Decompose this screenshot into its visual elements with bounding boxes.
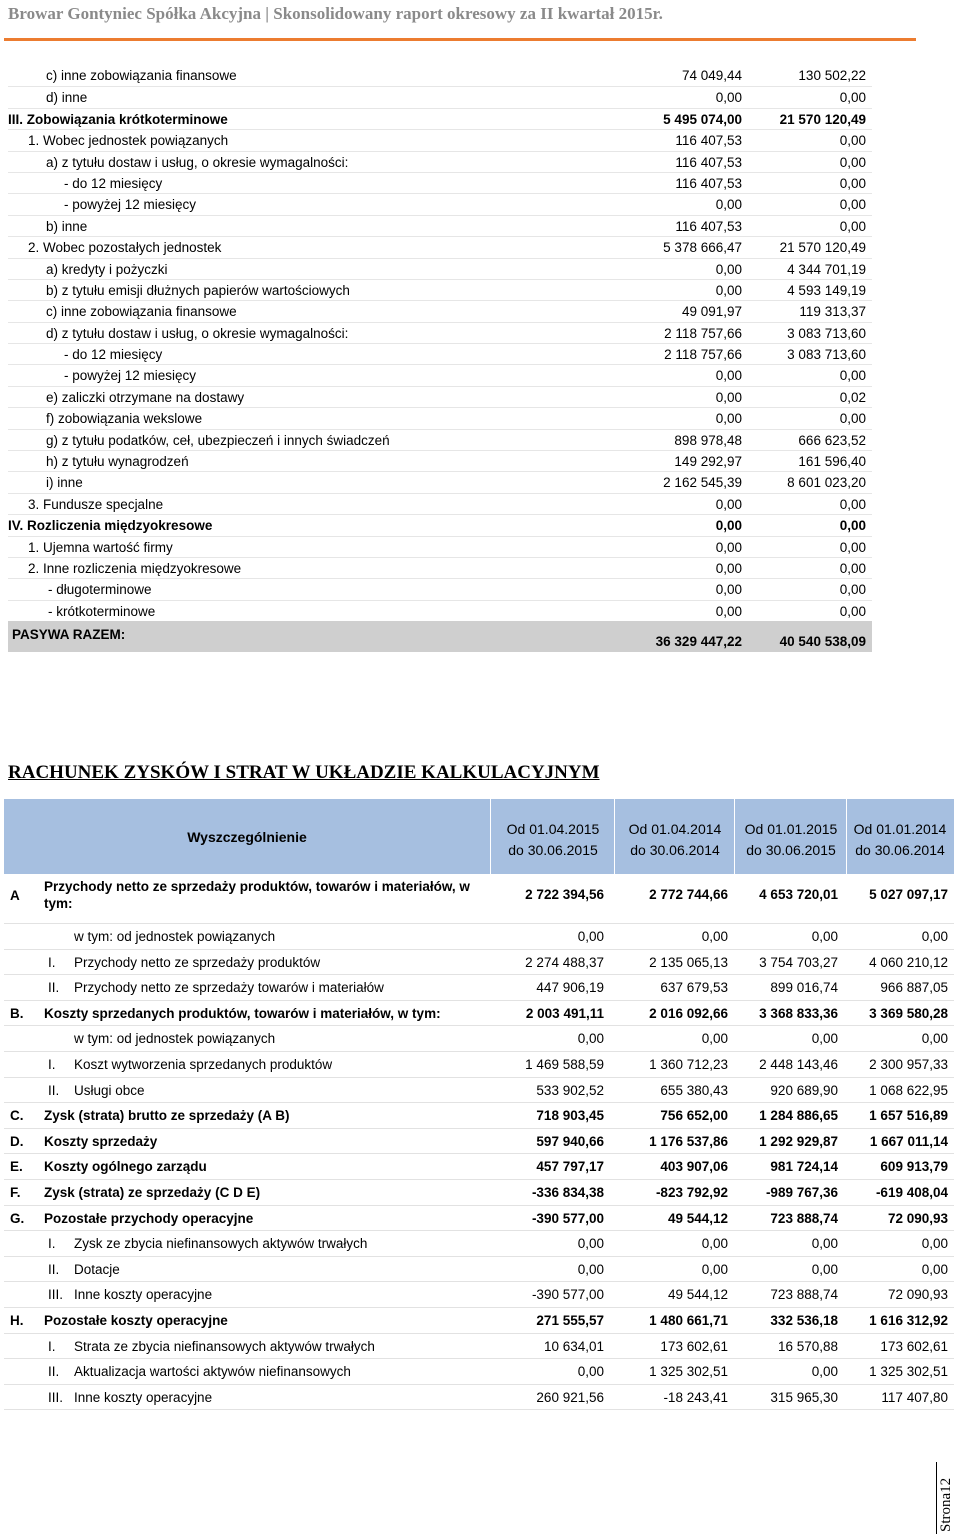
liability-label: IV. Rozliczenia międzyokresowe (8, 518, 213, 534)
liability-value-previous: 119 313,37 (799, 304, 866, 320)
income-row-marker: B. (10, 1005, 24, 1021)
income-value-period-3: 3 754 703,27 (759, 954, 838, 970)
income-value-period-1: -390 577,00 (531, 1210, 604, 1226)
income-value-period-4: 0,00 (921, 1031, 948, 1047)
income-row (4, 1231, 954, 1257)
liability-value-current: 0,00 (715, 197, 742, 213)
income-row (4, 1385, 954, 1411)
income-row-marker: III. (48, 1389, 64, 1405)
liability-label: - długoterminowe (48, 582, 152, 598)
income-row (4, 1308, 954, 1334)
liability-row (8, 279, 872, 300)
income-row-marker: I. (48, 1236, 56, 1252)
income-value-period-2: 0,00 (701, 1236, 728, 1252)
liability-row (8, 86, 872, 107)
liability-value-current: 5 495 074,00 (663, 111, 742, 127)
total-label: PASYWA RAZEM: (12, 627, 126, 642)
liability-value-current: 5 378 666,47 (663, 240, 742, 256)
income-row-label: Inne koszty operacyjne (74, 1287, 213, 1303)
income-row (4, 975, 954, 1001)
total-value-previous: 40 540 538,09 (779, 634, 866, 649)
income-row-label: Aktualizacja wartości aktywów niefinansowych (74, 1364, 351, 1380)
period-to: do 30.06.2014 (630, 842, 720, 858)
page-number (936, 1462, 960, 1534)
income-value-period-3: 1 292 929,87 (759, 1133, 838, 1149)
liability-row (8, 258, 872, 279)
income-value-period-2: -18 243,41 (663, 1389, 728, 1405)
liability-value-previous: 0,00 (839, 411, 866, 427)
liability-label: - do 12 miesięcy (64, 347, 163, 363)
liability-value-current: 116 407,53 (675, 154, 742, 170)
income-value-period-4: -619 408,04 (875, 1184, 948, 1200)
liability-row (8, 215, 872, 236)
liability-value-current: 0,00 (715, 261, 742, 277)
income-value-period-1: 2 722 394,56 (525, 887, 604, 902)
income-value-period-3: 920 689,90 (770, 1082, 838, 1098)
liability-row (8, 471, 872, 492)
income-row (4, 1282, 954, 1308)
liability-label: a) z tytułu dostaw i usług, o okresie wymagalności: (46, 154, 349, 170)
liability-value-current: 0,00 (715, 90, 742, 106)
income-value-period-3: 4 653 720,01 (759, 887, 838, 902)
income-row (4, 1103, 954, 1129)
income-value-period-3: 899 016,74 (770, 980, 838, 996)
income-value-period-4: 1 667 011,14 (869, 1133, 948, 1149)
income-value-period-1: -336 834,38 (531, 1184, 604, 1200)
income-value-period-3: 723 888,74 (770, 1287, 838, 1303)
liability-row (8, 514, 872, 535)
header-separator (734, 799, 735, 874)
income-value-period-3: 332 536,18 (770, 1312, 838, 1328)
liability-row (8, 493, 872, 514)
income-value-period-4: 3 369 580,28 (869, 1005, 948, 1021)
income-row-label: Strata ze zbycia niefinansowych aktywów trwałych (74, 1338, 375, 1354)
liability-value-current: 0,00 (715, 411, 742, 427)
income-row (4, 1180, 954, 1206)
liability-value-current: 2 162 545,39 (663, 475, 742, 491)
liability-label: 1. Ujemna wartość firmy (28, 539, 173, 555)
liability-label: 3. Fundusze specjalne (28, 496, 164, 512)
income-row-label: Pozostałe przychody operacyjne (44, 1210, 254, 1226)
liability-value-current: 0,00 (715, 560, 742, 576)
liability-value-previous: 3 083 713,60 (787, 325, 866, 341)
liability-value-current: 149 292,97 (674, 454, 742, 470)
income-value-period-1: 533 902,52 (536, 1082, 604, 1098)
period-from: Od 01.01.2015 (744, 821, 838, 837)
income-value-period-4: 173 602,61 (880, 1338, 948, 1354)
liability-value-previous: 21 570 120,49 (779, 240, 866, 256)
income-value-period-2: 49 544,12 (667, 1287, 728, 1303)
income-row-marker: II. (48, 1082, 60, 1098)
liability-label: - powyżej 12 miesięcy (64, 197, 197, 213)
liability-label: III. Zobowiązania krótkoterminowe (8, 111, 228, 127)
liability-row (8, 129, 872, 150)
period-to: do 30.06.2014 (855, 842, 945, 858)
income-row (4, 1359, 954, 1385)
liability-value-previous: 3 083 713,60 (787, 347, 866, 363)
income-row-marker: II. (48, 1261, 60, 1277)
income-value-period-4: 0,00 (921, 1261, 948, 1277)
liability-label: d) z tytułu dostaw i usług, o okresie wymagalności: (46, 325, 349, 341)
income-value-period-4: 5 027 097,17 (869, 887, 948, 902)
liabilities-total-row (8, 621, 872, 652)
income-value-period-2: 2 135 065,13 (649, 954, 728, 970)
income-value-period-3: 0,00 (811, 1236, 838, 1252)
income-row-label: Koszty ogólnego zarządu (44, 1159, 207, 1175)
income-value-period-1: -390 577,00 (531, 1287, 604, 1303)
liability-label: b) z tytułu emisji dłużnych papierów wartościowych (46, 282, 350, 298)
income-value-period-1: 447 906,19 (536, 980, 604, 996)
period-from: Od 01.01.2014 (853, 821, 947, 837)
income-row (4, 1078, 954, 1104)
income-row-marker: F. (10, 1184, 21, 1200)
page-number-text: Strona12 (938, 1477, 954, 1532)
income-value-period-4: 0,00 (921, 929, 948, 944)
income-row-marker: C. (10, 1108, 24, 1124)
income-value-period-1: 2 003 491,11 (525, 1005, 604, 1021)
income-value-period-3: 0,00 (811, 1261, 838, 1277)
income-row-label: Koszt wytworzenia sprzedanych produktów (74, 1056, 333, 1072)
liability-value-previous: 130 502,22 (798, 68, 866, 83)
liability-value-previous: 0,00 (839, 518, 866, 534)
income-row-label: Przychody netto ze sprzedaży produktów (74, 954, 321, 970)
liability-value-previous: 0,00 (839, 197, 866, 213)
income-row-marker: II. (48, 1364, 60, 1380)
liability-value-current: 0,00 (715, 582, 742, 598)
income-row (4, 1129, 954, 1155)
income-value-period-1: 457 797,17 (536, 1159, 604, 1175)
income-row-label: Zysk ze zbycia niefinansowych aktywów trwałych (74, 1236, 368, 1252)
liability-label: h) z tytułu wynagrodzeń (46, 454, 189, 470)
liability-value-current: 116 407,53 (675, 218, 742, 234)
income-value-period-3: 1 284 886,65 (759, 1108, 838, 1124)
income-row (4, 1206, 954, 1232)
liability-row (8, 386, 872, 407)
liabilities-table (8, 65, 872, 621)
income-value-period-3: 981 724,14 (770, 1159, 838, 1175)
income-value-period-3: 315 965,30 (770, 1389, 838, 1405)
liability-label: - krótkoterminowe (48, 603, 156, 619)
income-value-period-2: 0,00 (701, 1031, 728, 1047)
income-value-period-2: 655 380,43 (660, 1082, 728, 1098)
period-to: do 30.06.2015 (746, 842, 836, 858)
liability-label: 1. Wobec jednostek powiązanych (28, 133, 229, 149)
income-value-period-1: 1 469 588,59 (525, 1056, 604, 1072)
liability-value-previous: 0,00 (839, 368, 866, 384)
liability-row (8, 364, 872, 385)
header-separator (490, 799, 491, 874)
income-value-period-2: 1 360 712,23 (649, 1056, 728, 1072)
income-row-marker: E. (10, 1159, 23, 1175)
income-value-period-3: 0,00 (811, 1031, 838, 1047)
period-header-3 (738, 819, 844, 861)
liability-value-current: 0,00 (715, 496, 742, 512)
liability-value-current: 49 091,97 (681, 304, 742, 320)
income-value-period-3: 0,00 (811, 1364, 838, 1380)
income-row-label: w tym: od jednostek powiązanych (74, 1031, 276, 1047)
income-value-period-1: 260 921,56 (536, 1389, 604, 1405)
liability-value-previous: 0,00 (839, 133, 866, 149)
income-value-period-4: 1 325 302,51 (869, 1364, 948, 1380)
liability-value-current: 0,00 (715, 603, 742, 619)
income-value-period-3: 16 570,88 (777, 1338, 838, 1354)
liability-label: i) inne (46, 475, 83, 491)
liability-label: b) inne (46, 218, 88, 234)
liability-row (8, 343, 872, 364)
liability-value-previous: 0,00 (839, 154, 866, 170)
income-row-label: Koszty sprzedanych produktów, towarów i materiałów, w tym: (44, 1005, 441, 1021)
income-row (4, 1052, 954, 1078)
income-value-period-2: 49 544,12 (667, 1210, 728, 1226)
liability-row (8, 236, 872, 257)
liability-row (8, 578, 872, 599)
liability-label: - do 12 miesięcy (64, 175, 163, 191)
income-value-period-4: 966 887,05 (880, 980, 948, 996)
liability-label: e) zaliczki otrzymane na dostawy (46, 389, 245, 405)
income-value-period-2: 173 602,61 (660, 1338, 728, 1354)
liability-value-previous: 0,00 (839, 218, 866, 234)
liability-value-previous: 4 593 149,19 (787, 282, 866, 298)
income-row-label: w tym: od jednostek powiązanych (74, 929, 276, 944)
liability-value-current: 0,00 (715, 368, 742, 384)
income-table-body (4, 874, 954, 1410)
income-value-period-2: 2 016 092,66 (649, 1005, 728, 1021)
liability-value-current: 0,00 (715, 518, 742, 534)
header-separator (846, 799, 847, 874)
income-row-label: Przychody netto ze sprzedaży towarów i materiałów (74, 980, 384, 996)
liability-label: g) z tytułu podatków, ceł, ubezpieczeń i innych świadczeń (46, 432, 390, 448)
liability-row (8, 536, 872, 557)
liability-row (8, 172, 872, 193)
liability-row (8, 450, 872, 471)
liability-row (8, 65, 872, 86)
income-row-label: Usługi obce (74, 1082, 145, 1098)
income-value-period-4: 2 300 957,33 (869, 1056, 948, 1072)
income-value-period-2: 756 652,00 (660, 1108, 728, 1124)
income-value-period-4: 4 060 210,12 (869, 954, 948, 970)
liability-value-current: 0,00 (715, 389, 742, 405)
liability-value-previous: 666 623,52 (798, 432, 866, 448)
liability-row (8, 429, 872, 450)
income-statement-table (4, 799, 954, 1410)
income-value-period-2: 0,00 (701, 929, 728, 944)
income-row-marker: III. (48, 1287, 64, 1303)
income-value-period-1: 0,00 (577, 929, 604, 944)
liability-value-current: 2 118 757,66 (664, 325, 742, 341)
income-row-marker: I. (48, 1056, 56, 1072)
income-row (4, 924, 954, 950)
income-value-period-4: 72 090,93 (887, 1210, 948, 1226)
liability-value-previous: 0,00 (839, 175, 866, 191)
income-value-period-1: 0,00 (577, 1031, 604, 1047)
liability-value-previous: 21 570 120,49 (779, 111, 866, 127)
income-value-period-1: 0,00 (577, 1364, 604, 1380)
liability-row (8, 193, 872, 214)
page-number-rule (936, 1462, 937, 1534)
income-statement-title: RACHUNEK ZYSKÓW I STRAT W UKŁADZIE KALKULACYJNYM (8, 762, 600, 783)
income-value-period-4: 609 913,79 (880, 1159, 948, 1175)
period-header-4 (848, 819, 952, 861)
liability-value-previous: 0,00 (839, 496, 866, 512)
income-row-label: Pozostałe koszty operacyjne (44, 1312, 228, 1328)
income-value-period-1: 2 274 488,37 (525, 954, 604, 970)
liability-value-current: 0,00 (715, 539, 742, 555)
income-row-label: Koszty sprzedaży (44, 1133, 158, 1149)
liability-value-previous: 0,00 (839, 539, 866, 555)
income-row (4, 1001, 954, 1027)
income-row-marker: I. (48, 1338, 56, 1354)
income-value-period-3: 0,00 (811, 929, 838, 944)
income-row-label: Zysk (strata) brutto ze sprzedaży (A B) (44, 1108, 290, 1124)
income-row-marker: A (10, 888, 20, 903)
income-row-marker: H. (10, 1312, 24, 1328)
income-row (4, 1257, 954, 1283)
liability-label: a) kredyty i pożyczki (46, 261, 168, 277)
income-value-period-3: -989 767,36 (765, 1184, 838, 1200)
report-header-title: Browar Gontyniec Spółka Akcyjna | Skonsolidowany raport okresowy za II kwartał 2015r. (8, 4, 663, 23)
liability-label: c) inne zobowiązania finansowe (46, 68, 237, 83)
liability-value-previous: 0,00 (839, 603, 866, 619)
income-value-period-1: 271 555,57 (536, 1312, 604, 1328)
liability-row (8, 407, 872, 428)
liability-value-previous: 8 601 023,20 (787, 475, 866, 491)
liability-value-current: 0,00 (715, 282, 742, 298)
liability-value-current: 116 407,53 (675, 175, 742, 191)
income-value-period-2: 0,00 (701, 1261, 728, 1277)
income-value-period-2: 403 907,06 (660, 1159, 728, 1175)
liability-value-current: 116 407,53 (675, 133, 742, 149)
income-value-period-3: 723 888,74 (770, 1210, 838, 1226)
liability-label: 2. Wobec pozostałych jednostek (28, 240, 222, 256)
liability-row (8, 151, 872, 172)
period-header-1 (494, 819, 612, 861)
income-value-period-3: 2 448 143,46 (759, 1056, 838, 1072)
liability-row (8, 108, 872, 129)
income-row (4, 1154, 954, 1180)
liability-label: c) inne zobowiązania finansowe (46, 304, 237, 320)
income-value-period-1: 0,00 (577, 1236, 604, 1252)
liability-value-previous: 0,00 (839, 90, 866, 106)
header-divider (4, 38, 916, 41)
income-row (4, 950, 954, 976)
income-table-header (4, 799, 954, 874)
period-to: do 30.06.2015 (508, 842, 598, 858)
liability-label: d) inne (46, 90, 88, 106)
income-row (4, 1026, 954, 1052)
liability-label: 2. Inne rozliczenia międzyokresowe (28, 560, 242, 576)
income-row-marker: D. (10, 1133, 24, 1149)
income-row-label: Dotacje (74, 1261, 120, 1277)
income-value-period-4: 0,00 (921, 1236, 948, 1252)
income-row-marker: G. (10, 1210, 25, 1226)
liability-value-current: 898 978,48 (674, 432, 742, 448)
total-value-current: 36 329 447,22 (655, 634, 742, 649)
liability-row (8, 322, 872, 343)
liability-row (8, 300, 872, 321)
income-value-period-2: 637 679,53 (660, 980, 728, 996)
liability-value-previous: 0,00 (839, 582, 866, 598)
income-value-period-2: 2 772 744,66 (649, 887, 728, 902)
income-row-label: Zysk (strata) ze sprzedaży (C D E) (44, 1184, 261, 1200)
liability-value-current: 74 049,44 (681, 68, 742, 83)
income-value-period-4: 1 616 312,92 (869, 1312, 948, 1328)
income-value-period-2: 1 325 302,51 (649, 1364, 728, 1380)
income-row-marker: I. (48, 954, 56, 970)
header-separator (614, 799, 615, 874)
liability-value-previous: 0,00 (839, 560, 866, 576)
income-row-label: Inne koszty operacyjne (74, 1389, 213, 1405)
liability-row (8, 557, 872, 578)
liability-value-previous: 0,02 (839, 389, 866, 405)
period-header-2 (618, 819, 732, 861)
income-value-period-3: 3 368 833,36 (759, 1005, 838, 1021)
liability-label: - powyżej 12 miesięcy (64, 368, 197, 384)
liability-label: f) zobowiązania wekslowe (46, 411, 203, 427)
income-row (4, 874, 954, 924)
liability-row (8, 600, 872, 621)
income-value-period-2: -823 792,92 (655, 1184, 728, 1200)
income-value-period-4: 117 407,80 (881, 1389, 948, 1405)
income-row-marker: II. (48, 980, 60, 996)
income-row (4, 1334, 954, 1360)
income-value-period-2: 1 176 537,86 (649, 1133, 728, 1149)
liability-value-current: 2 118 757,66 (664, 347, 742, 363)
income-value-period-4: 72 090,93 (887, 1287, 948, 1303)
income-value-period-1: 10 634,01 (543, 1338, 604, 1354)
income-value-period-1: 597 940,66 (536, 1133, 604, 1149)
period-from: Od 01.04.2014 (628, 821, 722, 837)
period-from: Od 01.04.2015 (506, 821, 600, 837)
income-value-period-1: 0,00 (577, 1261, 604, 1277)
income-value-period-4: 1 657 516,89 (869, 1108, 948, 1124)
income-value-period-1: 718 903,45 (536, 1108, 604, 1124)
header-caption: Wyszczególnienie (187, 829, 307, 845)
income-value-period-2: 1 480 661,71 (649, 1312, 728, 1328)
liability-value-previous: 4 344 701,19 (787, 261, 866, 277)
income-row-label: Przychody netto ze sprzedaży produktów, towarów i materiałów, w tym: (44, 879, 470, 911)
liability-value-previous: 161 596,40 (798, 454, 866, 470)
income-value-period-4: 1 068 622,95 (869, 1082, 948, 1098)
